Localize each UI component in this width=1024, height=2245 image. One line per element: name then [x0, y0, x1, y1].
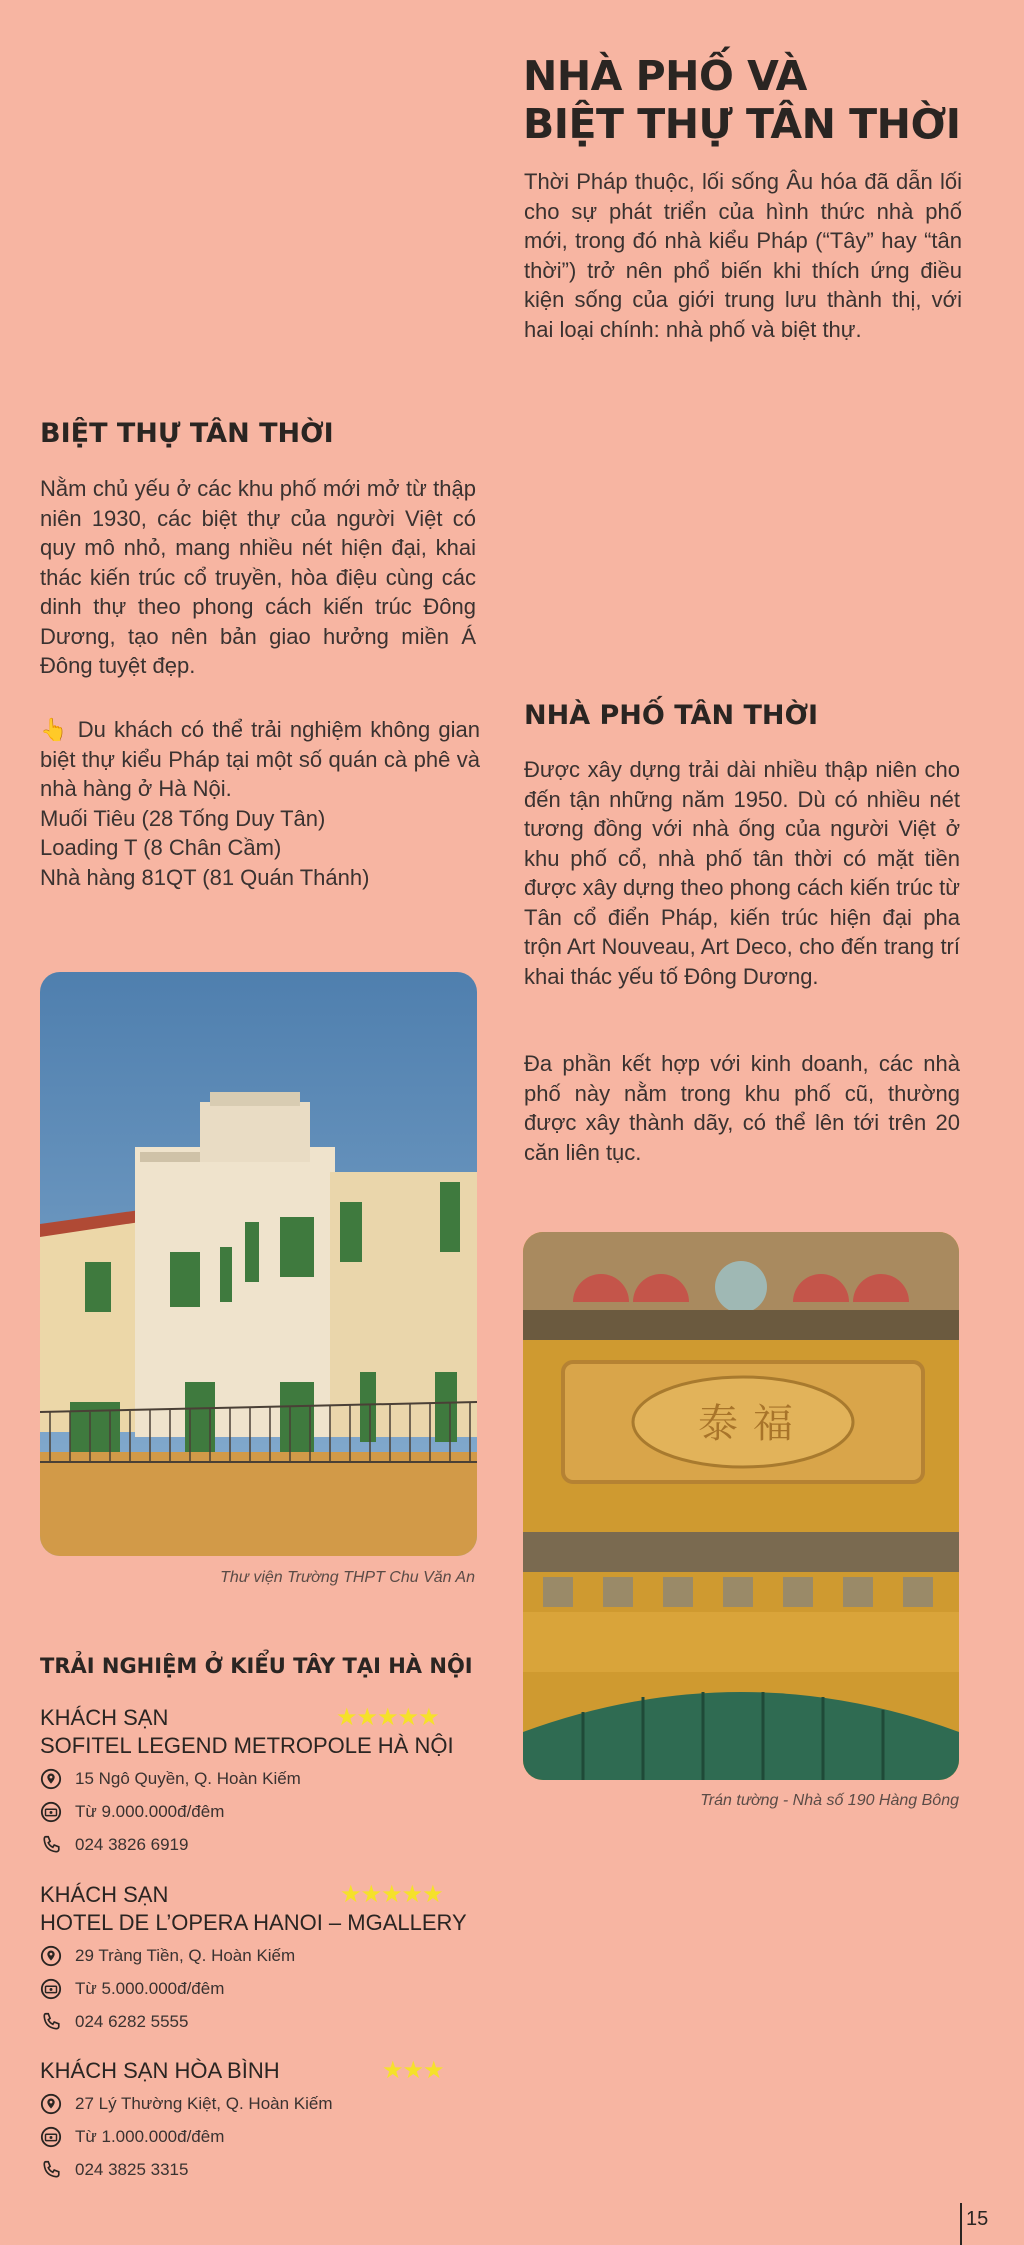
svg-text:福: 福	[753, 1401, 793, 1447]
townhouse-paragraph-2: Đa phần kết hợp với kinh doanh, các nhà phố này nằm trong khu phố cũ, thường được xây thành dãy, có thể lên tới trên 20 căn liên tục.	[524, 1051, 960, 1165]
money-icon	[40, 1801, 62, 1823]
hotel-1-phone	[40, 1828, 540, 1861]
villa-tips	[40, 715, 480, 892]
pointing-hand-icon: 👆	[40, 717, 70, 742]
townhouse-paragraph-1: Được xây dựng trải dài nhiều thập niên cho đến tận những năm 1950. Dù có nhiều nét tương đồng với nhà ống của người Việt ở khu phố cổ, nhà phố tân thời có mặt tiền được xây dựng theo phong cách kiến trúc từ Tân cổ điển Pháp, kiến trúc hiện đại pha trộn Art Nouveau, Art Deco, cho đến trang trí khai thác yếu tố Đông Dương.	[524, 757, 960, 989]
hotel-1-name-line-2: SOFITEL LEGEND METROPOLE HÀ NỘI	[40, 1733, 454, 1758]
hotel-1-star-rating: ★★★★★	[336, 1704, 439, 1731]
townhouse-heading: NHÀ PHỐ TÂN THỜI	[524, 700, 819, 731]
location-pin-icon	[40, 1945, 62, 1967]
location-pin-icon	[40, 2093, 62, 2115]
hotel-1-phone-text: 024 3826 6919	[75, 1834, 189, 1854]
page-title-line-2: BIỆT THỰ TÂN THỜI	[523, 100, 961, 148]
phone-icon	[40, 2011, 62, 2033]
hotel-2-name-line-2: HOTEL DE L’OPERA HANOI – MGALLERY	[40, 1910, 467, 1935]
hotel-2-price-text: Từ 5.000.000đ/đêm	[75, 1978, 225, 1998]
hotel-2-address	[40, 1939, 540, 1972]
phone-icon	[40, 2159, 62, 2181]
location-pin-icon	[40, 1768, 62, 1790]
hotel-3-star-rating: ★★★	[382, 2057, 444, 2084]
villa-tip-text: Du khách có thể trải nghiệm không gian biệt thự kiểu Pháp tại một số quán cà phê và nhà hàng ở Hà Nội.	[40, 717, 480, 801]
hotel-1-name-line-1: KHÁCH SẠN	[40, 1705, 169, 1730]
hotel-1	[40, 1704, 540, 1861]
hotel-3-phone-text: 024 3825 3315	[75, 2159, 189, 2179]
page-number-divider	[960, 2203, 962, 2245]
townhouse-photo-caption: Trán tường - Nhà số 190 Hàng Bông	[700, 1792, 959, 1809]
hotel-2-address-text: 29 Tràng Tiền, Q. Hoàn Kiếm	[75, 1945, 296, 1965]
money-icon	[40, 1978, 62, 2000]
hotel-1-price-text: Từ 9.000.000đ/đêm	[75, 1801, 225, 1821]
villa-place-3: Nhà hàng 81QT (81 Quán Thánh)	[40, 864, 370, 890]
villa-tip	[40, 715, 480, 804]
hotel-3	[40, 2057, 540, 2186]
hotel-3-price-text: Từ 1.000.000đ/đêm	[75, 2126, 225, 2146]
hotel-2	[40, 1881, 540, 2038]
hotel-3-name: KHÁCH SẠN HÒA BÌNH	[40, 2058, 280, 2083]
villa-photo-caption: Thư viện Trường THPT Chu Văn An	[220, 1569, 475, 1586]
hotel-3-address	[40, 2087, 540, 2120]
hotel-3-phone	[40, 2153, 540, 2186]
hotel-3-price	[40, 2120, 540, 2153]
hotel-1-price	[40, 1795, 540, 1828]
hotel-2-star-rating: ★★★★★	[340, 1881, 443, 1908]
page-number: 15	[966, 2208, 989, 2230]
hotel-2-name-line-1: KHÁCH SẠN	[40, 1882, 169, 1907]
townhouse-photo	[523, 1232, 959, 1780]
svg-text:泰: 泰	[698, 1401, 738, 1447]
villa-heading: BIỆT THỰ TÂN THỜI	[40, 418, 334, 449]
money-icon	[40, 2126, 62, 2148]
villa-place-2: Loading T (8 Chân Cầm)	[40, 835, 282, 860]
villa-place-1: Muối Tiêu (28 Tống Duy Tân)	[40, 805, 326, 831]
intro-paragraph: Thời Pháp thuộc, lối sống Âu hóa đã dẫn lối cho sự phát triển của hình thức nhà phố mới, trong đó nhà kiểu Pháp (“Tây” hay “tân thời”) trở nên phổ biến khi thích ứng điều kiện sống của giới trung lưu thành thị, với hai loại chính: nhà phố và biệt thự.	[524, 169, 962, 342]
page-title-line-1: NHÀ PHỐ VÀ	[523, 52, 807, 100]
villa-photo	[40, 972, 477, 1556]
hotel-1-address	[40, 1762, 540, 1795]
hotel-3-address-text: 27 Lý Thường Kiệt, Q. Hoàn Kiếm	[75, 2093, 333, 2113]
hotel-1-address-text: 15 Ngô Quyền, Q. Hoàn Kiếm	[75, 1768, 301, 1788]
experience-heading: TRẢI NGHIỆM Ở KIỂU TÂY TẠI HÀ NỘI	[40, 1654, 473, 1678]
page-title	[523, 52, 983, 148]
phone-icon	[40, 1834, 62, 1856]
hotel-2-phone-text: 024 6282 5555	[75, 2011, 189, 2031]
hotel-2-phone	[40, 2005, 540, 2038]
hotel-2-price	[40, 1972, 540, 2005]
villa-paragraph: Nằm chủ yếu ở các khu phố mới mở từ thập niên 1930, các biệt thự của người Việt có quy mô nhỏ, mang nhiều nét hiện đại, khai thác kiến trúc cổ truyền, hòa điệu cùng các dinh thự theo phong cách kiến trúc Đông Dương, tạo nên bản giao hưởng miền Á Đông tuyệt đẹp.	[40, 476, 476, 678]
